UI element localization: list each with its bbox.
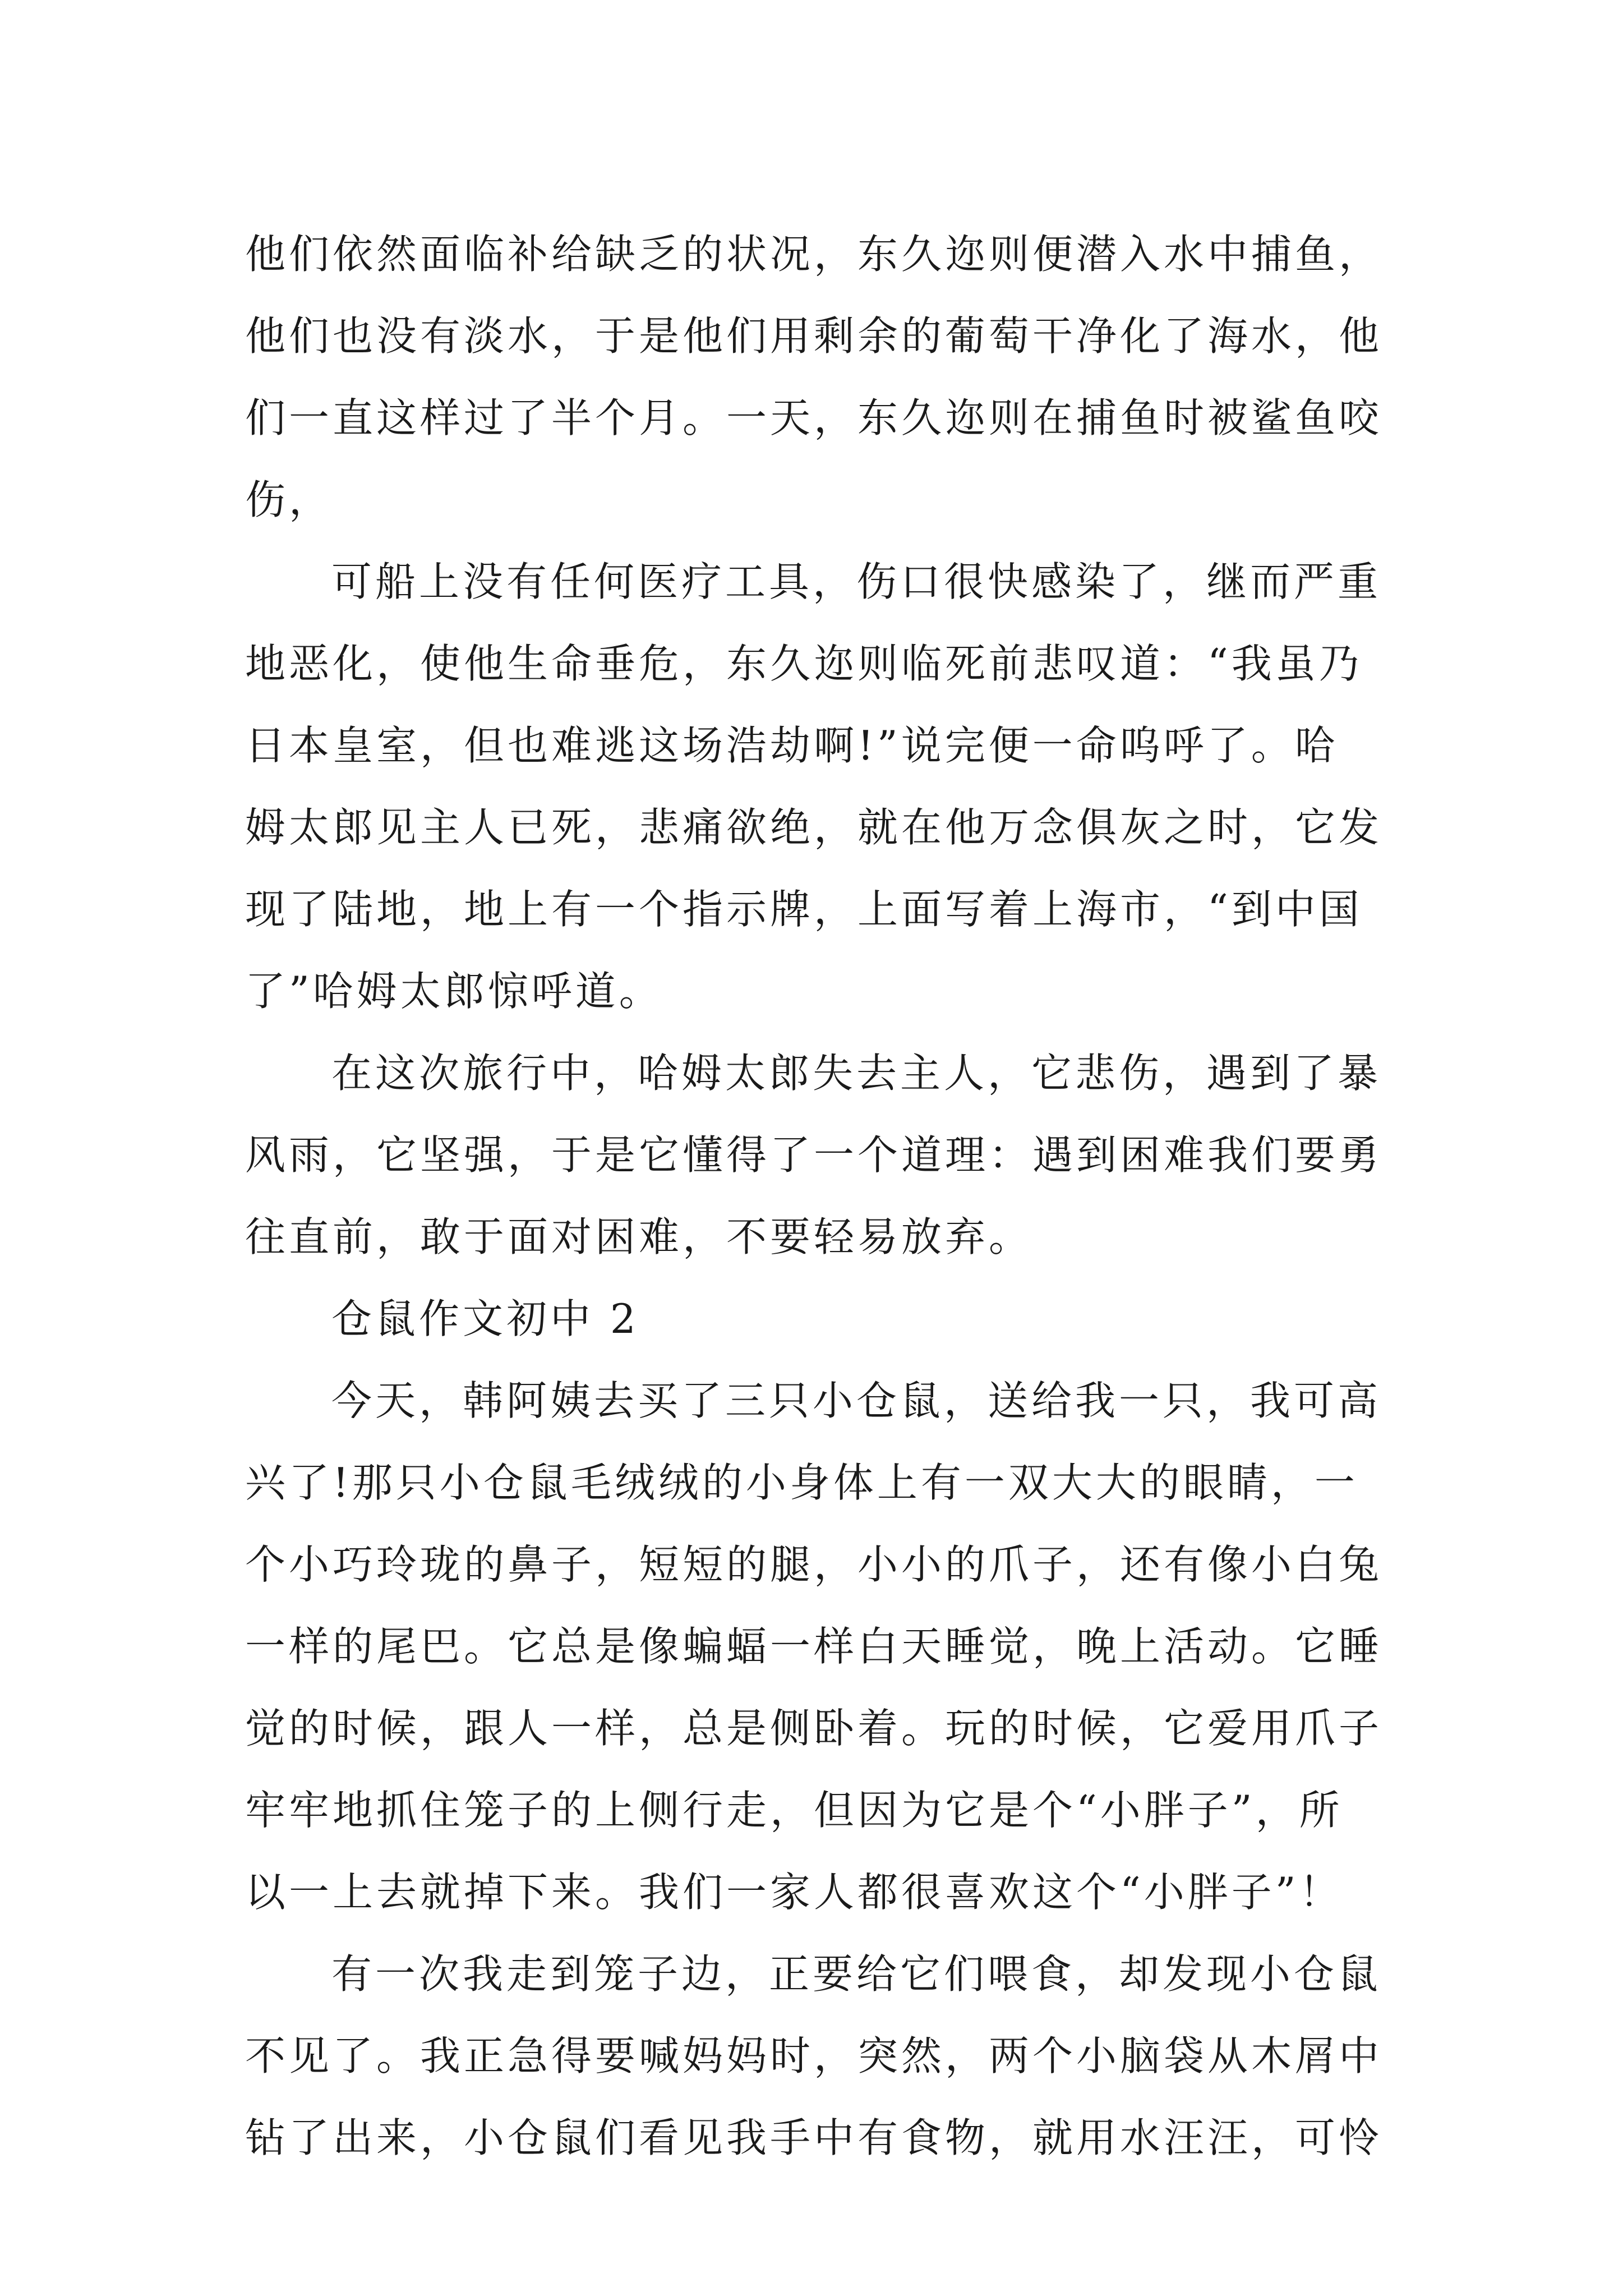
text-line: 仓鼠作文初中 2: [331, 1295, 639, 1342]
text-line: 往直前，敢于面对困难，不要轻易放弃。: [245, 1213, 1033, 1260]
text-line: 可船上没有任何医疗工具，伤口很快感染了，继而严重: [331, 558, 1382, 605]
text-line: 现了陆地，地上有一个指示牌，上面写着上海市，“到中国: [245, 886, 1363, 933]
text-line: 日本皇室，但也难逃这场浩劫啊!”说完便一命呜呼了。哈: [245, 722, 1339, 769]
text-line: 了”哈姆太郎惊呼道。: [245, 968, 663, 1015]
text-line: 今天，韩阿姨去买了三只小仓鼠，送给我一只，我可高: [331, 1377, 1382, 1424]
text-line: 们一直这样过了半个月。一天，东久迩则在捕鱼时被鲨鱼咬: [245, 394, 1383, 441]
text-line: 风雨，它坚强，于是它懂得了一个道理：遇到困难我们要勇: [245, 1131, 1383, 1179]
text-line: 他们也没有淡水，于是他们用剩余的葡萄干净化了海水，他: [245, 312, 1383, 360]
text-line: 以一上去就掉下来。我们一家人都很喜欢这个“小胖子”！: [245, 1869, 1343, 1916]
text-line: 觉的时候，跟人一样，总是侧卧着。玩的时候，它爱用爪子: [245, 1705, 1383, 1752]
text-line: 钻了出来，小仓鼠们看见我手中有食物，就用水汪汪，可怜: [245, 2114, 1383, 2161]
text-line: 一样的尾巴。它总是像蝙蝠一样白天睡觉，晚上活动。它睡: [245, 1623, 1383, 1670]
text-line: 个小巧玲珑的鼻子，短短的腿，小小的爪子，还有像小白兔: [245, 1541, 1383, 1588]
text-line: 牢牢地抓住笼子的上侧行走，但因为它是个“小胖子”，所: [245, 1787, 1343, 1834]
text-line: 他们依然面临补给缺乏的状况，东久迩则便潜入水中捕鱼，: [245, 231, 1383, 278]
text-line: 在这次旅行中，哈姆太郎失去主人，它悲伤，遇到了暴: [331, 1050, 1382, 1097]
text-line: 不见了。我正急得要喊妈妈时，突然，两个小脑袋从木屑中: [245, 2032, 1383, 2079]
text-line: 兴了!那只小仓鼠毛绒绒的小身体上有一双大大的眼睛，一: [245, 1459, 1358, 1506]
body-text: [245, 213, 1389, 2179]
text-line: 伤，: [245, 476, 333, 523]
text-line: 姆太郎见主人已死，悲痛欲绝，就在他万念俱灰之时，它发: [245, 804, 1383, 851]
text-line: 地恶化，使他生命垂危，东久迩则临死前悲叹道：“我虽乃: [245, 640, 1363, 687]
text-line: 有一次我走到笼子边，正要给它们喂食，却发现小仓鼠: [331, 1950, 1382, 1998]
